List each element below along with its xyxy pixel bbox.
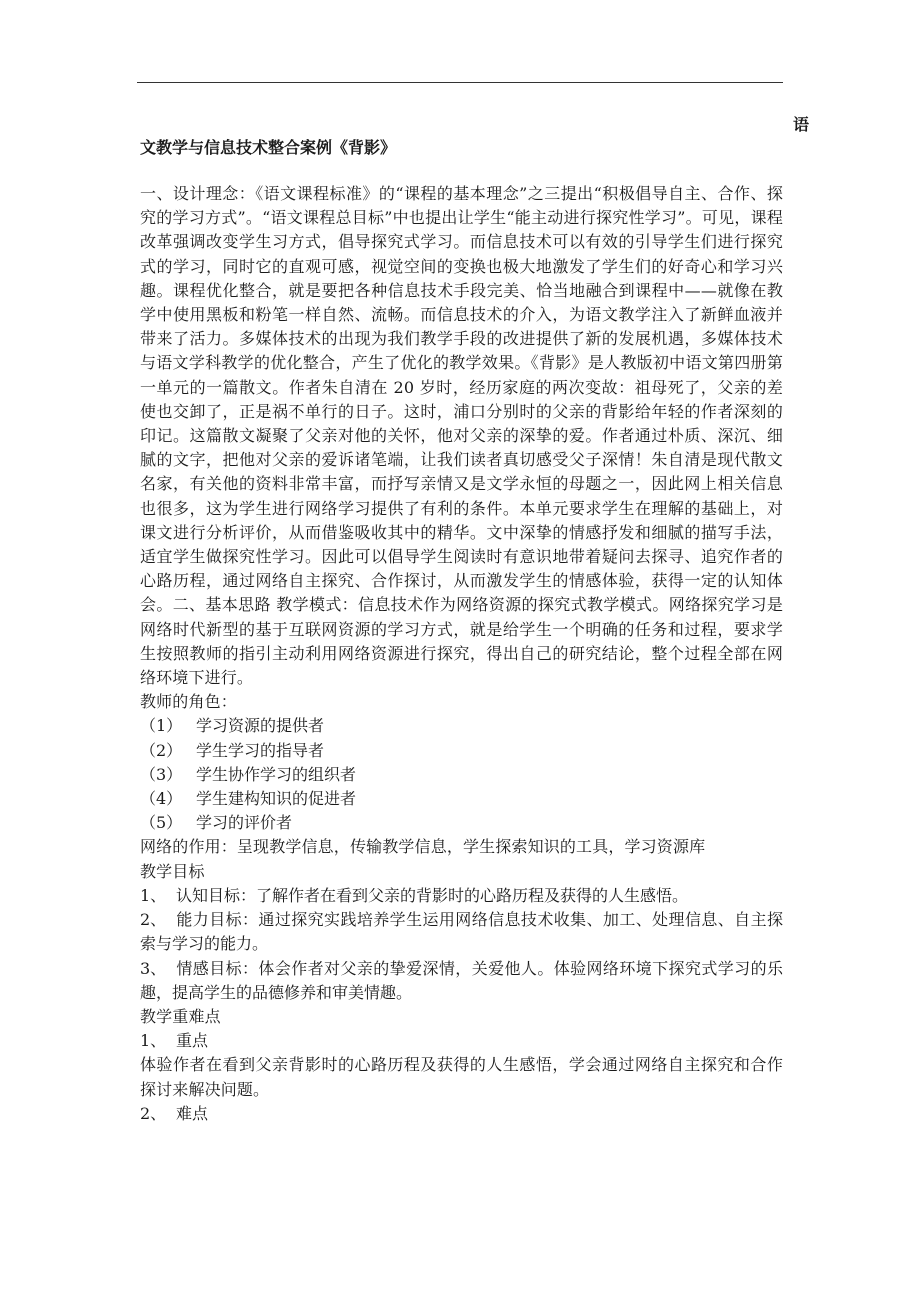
goal-item: [140, 908, 783, 956]
difficulties-heading: 教学重难点: [140, 1006, 221, 1026]
list-item: [140, 739, 783, 763]
header-corner-char: 语: [793, 115, 810, 134]
list-item-text: 学习的评价者: [196, 813, 293, 833]
goal-item: [140, 957, 783, 1005]
document-title: 文教学与信息技术整合案例《背影》: [140, 138, 397, 157]
key-point-text: 体验作者在看到父亲背影时的心路历程及获得的人生感悟，学会通过网络自主探究和合作探讨来解决问题。: [140, 1055, 783, 1099]
list-item-number: （1）: [140, 716, 183, 736]
goal-number: 1、: [140, 885, 167, 905]
header-rule: [137, 82, 783, 83]
hard-point-number: 2、: [140, 1103, 167, 1123]
list-item-number: （4）: [140, 789, 183, 809]
key-point-number: 1、: [140, 1031, 167, 1051]
intro-paragraph: 一、设计理念：《语文课程标准》的“课程的基本理念”之三提出“积极倡导自主、合作、探究的学习方式”。“语文课程总目标”中也提出让学生“能主动进行探究性学习”。可见，课程改革强调改变学生习方式，倡导探究式学习。而信息技术可以有效的引导学生们进行探究式的学习，同时它的直观可感，视觉空间的变换也极大地激发了学生们的好奇心和学习兴趣。课程优化整合，就是要把各种信息技术手段完美、恰当地融合到课程中——就像在教学中使用黑板和粉笔一样自然、流畅。而信息技术的介入，为语文教学注入了新鲜血液并带来了活力。多媒体技术的出现为我们教学手段的改进提供了新的发展机遇，多媒体技术与语文学科教学的优化整合，产生了优化的教学效果。《背影》是人教版初中语文第四册第一单元的一篇散文。作者朱自清在 20 岁时，经历家庭的两次变故：祖母死了，父亲的差使也交卸了，正是祸不单行的日子。这时，浦口分别时的父亲的背影给年轻的作者深刻的印记。这篇散文凝聚了父亲对他的关怀，他对父亲的深挚的爱。作者通过朴质、深沉、细腻的文字，把他对父亲的爱诉诸笔端，让我们读者真切感受父子深情！朱自清是现代散文名家，有关他的资料非常丰富，而抒写亲情又是文学永恒的母题之一，因此网上相关信息也很多，这为学生进行网络学习提供了有利的条件。本单元要求学生在理解的基础上，对课文进行分析评价，从而借鉴吸收其中的精华。文中深挚的情感抒发和细腻的描写手法，适宜学生做探究性学习。因此可以倡导学生阅读时有意识地带着疑问去探寻、追究作者的心路历程，通过网络自主探究、合作探讨，从而激发学生的情感体验，获得一定的认知体会。二、基本思路 教学模式：信息技术作为网络资源的探究式教学模式。网络探究学习是网络时代新型的基于互联网资源的学习方式，就是给学生一个明确的任务和过程，要求学生按照教师的指引主动利用网络资源进行探究，得出自己的研究结论，整个过程全部在网络环境下进行。: [140, 184, 783, 688]
list-item-number: （5）: [140, 813, 183, 833]
hard-point-label-line: [140, 1102, 783, 1126]
goal-number: 3、: [140, 958, 167, 978]
list-item-text: 学生学习的指导者: [196, 740, 325, 760]
list-item-number: （3）: [140, 764, 183, 784]
teacher-role-list: [140, 714, 783, 835]
goals-heading: 教学目标: [140, 861, 205, 881]
list-item: [140, 811, 783, 835]
key-point-label-line: [140, 1029, 783, 1053]
goal-item: [140, 884, 783, 908]
list-item: [140, 787, 783, 811]
teacher-role-heading: 教师的角色：: [140, 692, 237, 712]
hard-point-label: 难点: [176, 1103, 209, 1123]
document-body: [140, 182, 783, 1126]
key-point-label: 重点: [176, 1031, 209, 1051]
list-item-number: （2）: [140, 740, 183, 760]
list-item: [140, 714, 783, 738]
goal-text: 情感目标：体会作者对父亲的挚爱深情，关爱他人。体验网络环境下探究式学习的乐趣，提高学生的品德修养和审美情趣。: [140, 958, 783, 1002]
list-item-text: 学习资源的提供者: [196, 716, 325, 736]
list-item: [140, 763, 783, 787]
list-item-text: 学生建构知识的促进者: [196, 789, 357, 809]
goal-text: 认知目标：了解作者在看到父亲的背影时的心路历程及获得的人生感悟。: [176, 885, 689, 905]
goal-number: 2、: [140, 910, 167, 930]
list-item-text: 学生协作学习的组织者: [196, 764, 357, 784]
network-role-paragraph: 网络的作用：呈现教学信息，传输教学信息，学生探索知识的工具，学习资源库: [140, 837, 706, 857]
goal-text: 能力目标：通过探究实践培养学生运用网络信息技术收集、加工、处理信息、自主探索与学习的能力。: [140, 910, 783, 954]
